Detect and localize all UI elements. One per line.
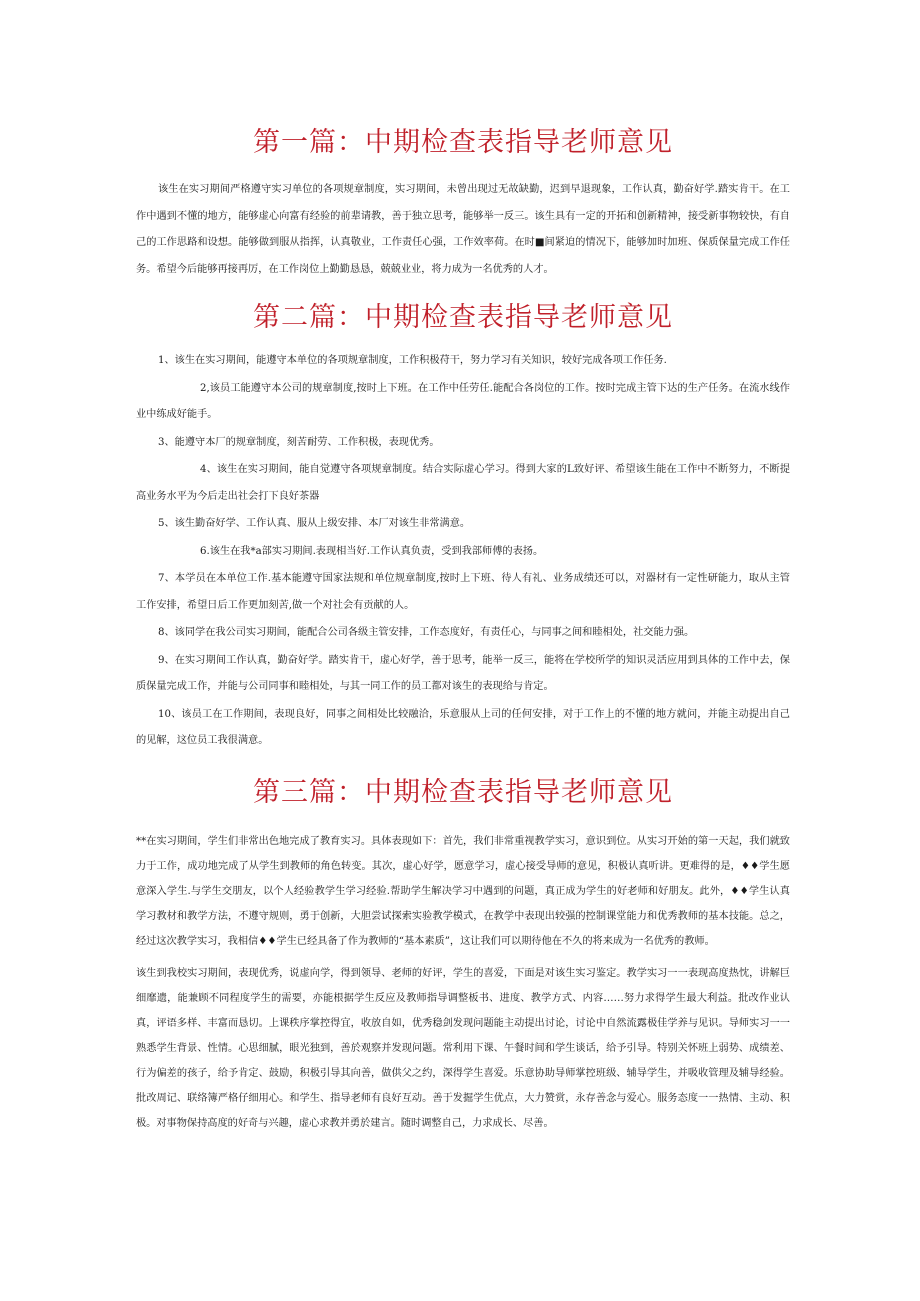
list-item: 4、该生在实习期间，能自觉遵守各项规章制度。结合实际虚心学习。得到大家的L致好评、希望该生能在工作中不断努力，不断提高业务水平为今后走出社会打下良好茶器 [136, 464, 790, 502]
section-paragraph: **在实习期间，学生们非常出色地完成了教育实习。具体表现如下：首先，我们非常重视教学实习，意识到位。从实习开始的第一天起，我们就致力于工作，成功地完成了从学生到教师的角色转变。其次，虚心好学，愿意学习，虚心接受导师的意见，积极认真听讲。更难得的是，♦♦学生愿意深入学生.与学生交朋友，以个人经验教学生学习经验.帮助学生解决学习中遇到的问题，真正成为学生的好老师和好朋友。此外，♦♦学生认真学习教材和教学方法，不遵守规则，勇于创新，大胆尝试探索实验教学模式，在教学中表现出较强的控制课堂能力和优秀教师的基本技能。总之，经过这次教学实习，我相信♦♦学生已经具备了作为教师的“基本素质”，这让我们可以期待他在不久的将来成为一名优秀的教师。 [136, 835, 790, 947]
section-2 [136, 283, 790, 755]
list-item: 6.该生在我*a部实习期间.表现相当好.工作认真负责，受到我部师傅的表扬。 [200, 545, 544, 557]
list-item: 10、该员工在工作期间，表现良好，同事之间相处比较融洽，乐意服从上司的任何安排，对于工作上的不懂的地方就问，并能主动提出自己的见解，这位员工我很满意。 [136, 708, 790, 746]
section-1 [136, 0, 790, 283]
list-item: 3、能遵守本厂的规章制度，刻苦耐劳、工作积极，表现优秀。 [158, 436, 440, 448]
list-item: 8、该同学在我公司实习期间，能配合公司各级主管安排，工作态度好，有责任心，与同事之间和睦相处，社交能力强。 [158, 627, 695, 638]
section-title: 第二篇：中期检查表指导老师意见 [253, 302, 673, 333]
section-paragraph: 该生在实习期间严格遵守实习单位的各项规章制度，实习期间，未曾出现过无故缺勤，迟到早退现象，工作认真，勤奋好学.踏实肯干。在工作中遇到不懂的地方，能够虚心向富有经验的前辈请教，善于独立思考，能够举一反三。该生具有一定的开拓和创新精神，接受新事物较快，有自己的工作思路和设想。能够做到服从指挥，认真敬业，工作责任心强，工作效率荷。在时■间紧迫的情况下，能够加时加班、保质保量完成工作任务。希望今后能够再接再厉，在工作岗位上勤勤恳恳，兢兢业业，将力成为一名优秀的人才。 [136, 184, 790, 275]
section-title: 第一篇：中期检查表指导老师意见 [253, 127, 673, 158]
section-title: 第三篇：中期检查表指导老师意见 [253, 776, 673, 808]
list-item: 2,该员工能遵守本公司的规章制度,按时上下班。在工作中任劳任.能配合各岗位的工作。按时完成主管下达的生产任务。在流水线作业中练成好能手。 [136, 382, 790, 420]
list-item: 1、该生在实习期间，能遵守本单位的各项规章制度，工作积极苻干，努力学习有关知识，较好完成各项工作任务. [158, 355, 667, 366]
list-item: 7、本学员在本单位工作.基本能遵守国家法规和单位规章制度,按时上下班、待人有礼、业务成绩还可以，对器材有一定性研能力，取从主管工作安排，希望日后工作更加刻苦,做一个对社会有贡献的人。 [136, 573, 790, 611]
list-item: 9、在实习期间工作认真，勤奋好学。踏实肯干，虚心好学，善于思考，能举一反三，能将在学校所学的知识灵活应用到具体的工作中去，保质保量完成工作，并能与公司同事和睦相处，与其一同工作的员工都对该生的表现给与肯定。 [136, 654, 790, 692]
list-item: 5、该生勤奋好学、工作认真、服从上级安排、本厂对该生非常满意。 [158, 518, 471, 529]
section-3 [136, 756, 790, 1136]
section-paragraph: 该生到我校实习期间，表现优秀，说虚向学，得到领导、老师的好评，学生的喜爱，下面是对该生实习鉴定。教学实习一一表现高度热忱，讲解巨细靡遗，能兼顾不同程度学生的需要，亦能根据学生反应及教师指导调整板书、进度、教学方式、内容……努力求得学生最大利益。批改作业认真，评语多样、丰富而恳切。上课秩序掌控得宜，收放自如，优秀稳剑发现问题能主动提出讨论，讨论中自然流露极佳学养与见识。导师实习一一熟悉学生背景、性情。心思细腻，眼光独到，善於观察并发现问题。常利用下课、午餐时间和学生谈话，给予引导。特别关怀班上弱势、成绩差、行为偏差的孩子，给予肯定、鼓励，积极引导其向善，做供父之约，深得学生喜爱。乐意协助导师掌控班级、辅导学生，并吸收管理及辅导经验。批改周记、联络簿严格仔细用心。和学生、指导老师有良好互动。善于发掘学生优点，大力赞赏，永存善念与爱心。服务态度一一热情、主动、积极。对事物保持高度的好奇与兴趣，虚心求教并勇於建言。随时调整自己，力求成长、尽善。 [136, 967, 790, 1129]
